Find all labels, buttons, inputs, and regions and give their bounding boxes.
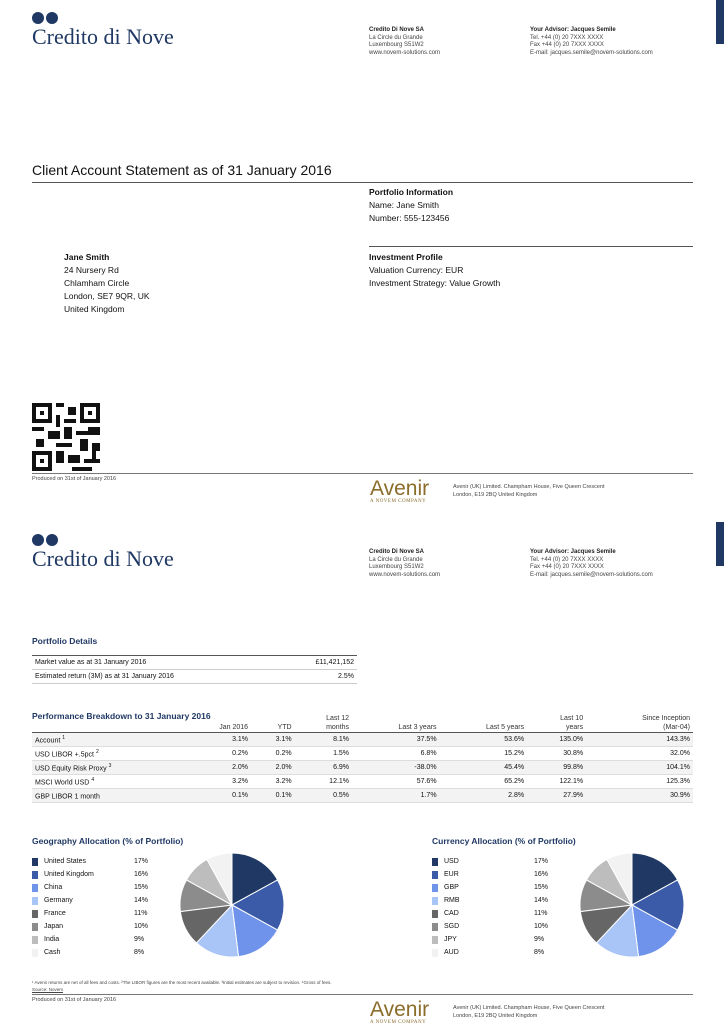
legend-label: United Kingdom bbox=[44, 871, 94, 878]
client-address: Jane Smith 24 Nursery Rd Chlamham Circle London, SE7 9QR, UK United Kingdom bbox=[64, 252, 150, 314]
legend-value: 8% bbox=[534, 949, 545, 956]
table-cell: 99.8% bbox=[527, 761, 586, 775]
geography-legend bbox=[32, 855, 148, 959]
investment-profile: Investment Profile Valuation Currency: EUR Investment Strategy: Value Growth bbox=[369, 252, 501, 288]
legend-label: Japan bbox=[44, 923, 64, 930]
legend-value: 17% bbox=[134, 858, 149, 865]
column-header: Since Inception (Mar-04) bbox=[642, 715, 690, 731]
table-row: Estimated return (3M) as at 31 January 2016 2.5% bbox=[32, 670, 357, 684]
geography-allocation-title: Geography Allocation (% of Portfolio) bbox=[32, 836, 184, 846]
legend-label: AUD bbox=[444, 949, 459, 956]
legend-swatch bbox=[432, 910, 438, 918]
legend-item bbox=[32, 920, 148, 933]
legend-swatch bbox=[32, 858, 38, 866]
table-cell: 30.9% bbox=[586, 789, 693, 803]
portfolio-information: Portfolio Information Name: Jane Smith Number: 555-123456 bbox=[369, 187, 454, 223]
legend-label: CAD bbox=[444, 910, 459, 917]
legend-value: 11% bbox=[134, 910, 148, 917]
table-cell: 3.2% bbox=[182, 775, 251, 789]
column-header: Last 10 years bbox=[560, 715, 584, 731]
table-cell: 135.0% bbox=[527, 733, 586, 747]
table-cell: 0.1% bbox=[251, 789, 295, 803]
legend-swatch bbox=[32, 910, 38, 918]
page-tab-marker bbox=[716, 522, 724, 566]
legend-item bbox=[432, 868, 548, 881]
legend-swatch bbox=[432, 936, 438, 944]
footer-address: Avenir (UK) Limited. Champham House, Five Queen Crescent London, E19 2BQ United Kingdom bbox=[453, 1005, 605, 1019]
legend-item bbox=[432, 881, 548, 894]
table-cell: 32.0% bbox=[586, 747, 693, 761]
legend-label: Germany bbox=[44, 897, 73, 904]
legend-label: JPY bbox=[444, 936, 457, 943]
legend-swatch bbox=[432, 858, 438, 866]
legend-item bbox=[32, 907, 148, 920]
legend-swatch bbox=[432, 923, 438, 931]
table-cell: 57.6% bbox=[352, 775, 440, 789]
currency-allocation-title: Currency Allocation (% of Portfolio) bbox=[432, 836, 576, 846]
legend-value: 14% bbox=[534, 897, 549, 904]
performance-table bbox=[32, 714, 693, 803]
logo-icon bbox=[32, 12, 174, 24]
legend-swatch bbox=[432, 897, 438, 905]
legend-value: 16% bbox=[534, 871, 549, 878]
table-row: USD Equity Risk Proxy $^3$ 2.0% 2.0% 6.9% -38.0% 45.4% 99.8% 104.1% bbox=[32, 761, 693, 775]
header-logo: Credito di Nove bbox=[32, 534, 174, 572]
table-cell: 104.1% bbox=[586, 761, 693, 775]
legend-label: USD bbox=[444, 858, 459, 865]
page-title: Client Account Statement as of 31 January 2016 bbox=[32, 162, 332, 178]
table-cell: 125.3% bbox=[586, 775, 693, 789]
currency-pie-chart bbox=[578, 851, 686, 959]
table-cell: 3.1% bbox=[182, 733, 251, 747]
legend-label: EUR bbox=[444, 871, 459, 878]
company-info: Credito Di Nove SA La Circle du Grande Luxembourg S51W2 www.novem-solutions.com bbox=[369, 549, 441, 578]
legend-label: RMB bbox=[444, 897, 460, 904]
table-row: GBP LIBOR 1 month 0.1% 0.1% 0.5% 1.7% 2.8% 27.9% 30.9% bbox=[32, 789, 693, 803]
table-cell: 30.8% bbox=[527, 747, 586, 761]
table-cell: -38.0% bbox=[352, 761, 440, 775]
column-header: YTD bbox=[277, 724, 292, 731]
avenir-logo: Avenir A NOVEM COMPANY bbox=[370, 998, 430, 1025]
table-cell: 0.5% bbox=[295, 789, 352, 803]
header-logo: Credito di Nove bbox=[32, 12, 174, 50]
legend-item bbox=[32, 933, 148, 946]
legend-swatch bbox=[32, 871, 38, 879]
column-header: Jan 2016 bbox=[219, 724, 249, 731]
legend-item bbox=[32, 946, 148, 959]
table-cell: 15.2% bbox=[440, 747, 528, 761]
legend-value: 16% bbox=[134, 871, 149, 878]
legend-swatch bbox=[32, 923, 38, 931]
legend-item bbox=[432, 907, 548, 920]
company-info: Credito Di Nove SA La Circle du Grande Luxembourg S51W2 www.novem-solutions.com bbox=[369, 27, 441, 56]
table-cell: 3.1% bbox=[251, 733, 295, 747]
performance-heading: Performance Breakdown to 31 January 2016 bbox=[32, 711, 211, 721]
table-cell: 0.2% bbox=[182, 747, 251, 761]
logo-icon bbox=[32, 534, 174, 546]
table-cell: 1.5% bbox=[295, 747, 352, 761]
geography-pie-chart bbox=[178, 851, 286, 959]
legend-swatch bbox=[32, 897, 38, 905]
legend-value: 8% bbox=[134, 949, 145, 956]
legend-swatch bbox=[432, 884, 438, 892]
legend-item bbox=[432, 920, 548, 933]
avenir-logo: Avenir A NOVEM COMPANY bbox=[370, 477, 430, 504]
legend-label: GBP bbox=[444, 884, 459, 891]
legend-value: 17% bbox=[534, 858, 549, 865]
table-cell: 2.0% bbox=[182, 761, 251, 775]
page-tab-marker bbox=[716, 0, 724, 44]
legend-item bbox=[432, 855, 548, 868]
table-cell: 3.2% bbox=[251, 775, 295, 789]
source-note: Source: Novem bbox=[32, 987, 64, 992]
footnote: ¹ Avenir returns are net of all fees and costs. ²The LIBOR figures are the most recent available. ³Initial estimates are subject to revision. ⁴Gross of fees. bbox=[32, 980, 332, 985]
table-row: MSCI World USD $^4$ 3.2% 3.2% 12.1% 57.6% 65.2% 122.1% 125.3% bbox=[32, 775, 693, 789]
column-header: Last 3 years bbox=[398, 724, 437, 731]
table-cell: 122.1% bbox=[527, 775, 586, 789]
legend-swatch bbox=[32, 884, 38, 892]
legend-value: 15% bbox=[534, 884, 549, 891]
table-row: Account $^1$ 3.1% 3.1% 8.1% 37.5% 53.6% 135.0% 143.3% bbox=[32, 733, 693, 747]
legend-value: 10% bbox=[134, 923, 149, 930]
legend-item bbox=[432, 946, 548, 959]
portfolio-details-table bbox=[32, 655, 357, 684]
legend-item bbox=[432, 894, 548, 907]
legend-swatch bbox=[32, 936, 38, 944]
table-cell: 12.1% bbox=[295, 775, 352, 789]
table-cell: 53.6% bbox=[440, 733, 528, 747]
legend-item bbox=[432, 933, 548, 946]
table-cell: 27.9% bbox=[527, 789, 586, 803]
column-header: Last 12 months bbox=[326, 715, 350, 731]
legend-value: 11% bbox=[534, 910, 548, 917]
legend-label: India bbox=[44, 936, 60, 943]
table-cell: 6.9% bbox=[295, 761, 352, 775]
legend-item bbox=[32, 881, 148, 894]
table-cell: 8.1% bbox=[295, 733, 352, 747]
legend-swatch bbox=[32, 949, 38, 957]
table-cell: 45.4% bbox=[440, 761, 528, 775]
table-row: USD LIBOR +.5pct $^2$ 0.2% 0.2% 1.5% 6.8% 15.2% 30.8% 32.0% bbox=[32, 747, 693, 761]
portfolio-details-heading: Portfolio Details bbox=[32, 636, 98, 646]
produced-date: Produced on 31st of January 2016 bbox=[32, 997, 117, 1003]
column-header: Last 5 years bbox=[485, 724, 525, 731]
table-cell: 143.3% bbox=[586, 733, 693, 747]
advisor-info: Your Advisor: Jacques Semile Tel. +44 (0) 20 7XXX XXXX Fax +44 (0) 20 7XXX XXXX E-mail: jacques.semile@novem-solutions.com bbox=[530, 549, 653, 578]
legend-label: SGD bbox=[444, 923, 460, 930]
legend-label: United States bbox=[44, 858, 87, 865]
legend-value: 10% bbox=[534, 923, 549, 930]
currency-legend bbox=[432, 855, 548, 959]
advisor-info: Your Advisor: Jacques Semile Tel. +44 (0) 20 7XXX XXXX Fax +44 (0) 20 7XXX XXXX E-mail: jacques.semile@novem-solutions.com bbox=[530, 27, 653, 56]
legend-label: China bbox=[44, 884, 63, 891]
table-cell: 1.7% bbox=[352, 789, 440, 803]
table-cell: 2.0% bbox=[251, 761, 295, 775]
legend-value: 14% bbox=[134, 897, 149, 904]
legend-item bbox=[32, 855, 148, 868]
legend-value: 15% bbox=[134, 884, 149, 891]
legend-item bbox=[32, 894, 148, 907]
legend-value: 9% bbox=[134, 936, 145, 943]
legend-item bbox=[32, 868, 148, 881]
qr-code bbox=[32, 403, 100, 471]
legend-label: France bbox=[44, 910, 66, 917]
table-cell: 0.2% bbox=[251, 747, 295, 761]
table-row: Market value as at 31 January 2016 £11,421,152 bbox=[32, 656, 357, 670]
legend-swatch bbox=[432, 949, 438, 957]
table-cell: 2.8% bbox=[440, 789, 528, 803]
legend-label: Cash bbox=[44, 949, 61, 956]
table-cell: 65.2% bbox=[440, 775, 528, 789]
legend-swatch bbox=[432, 871, 438, 879]
table-cell: 0.1% bbox=[182, 789, 251, 803]
legend-value: 9% bbox=[534, 936, 545, 943]
produced-date: Produced on 31st of January 2016 bbox=[32, 476, 117, 482]
table-cell: 6.8% bbox=[352, 747, 440, 761]
table-cell: 37.5% bbox=[352, 733, 440, 747]
footer-address: Avenir (UK) Limited. Champham House, Five Queen Crescent London, E19 2BQ United Kingdom bbox=[453, 484, 605, 498]
